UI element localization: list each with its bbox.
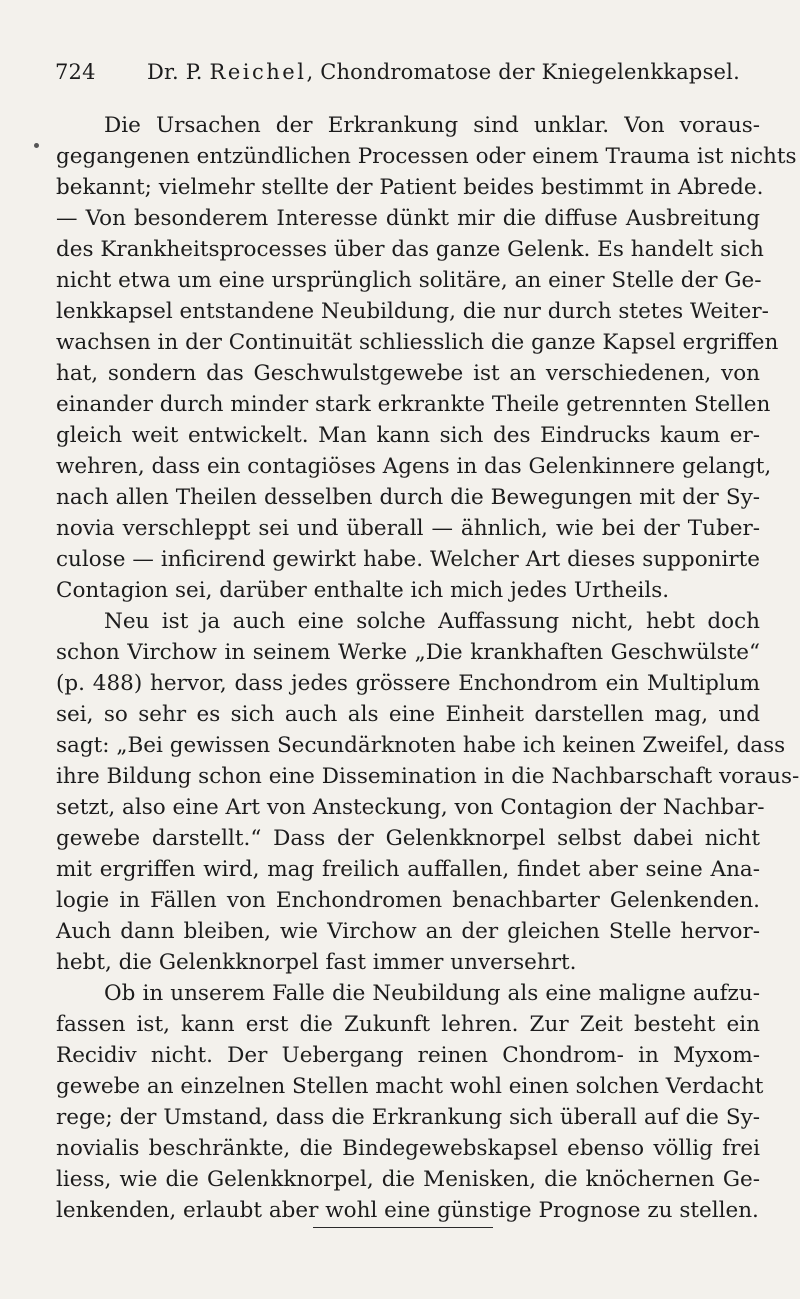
running-header: [55, 60, 760, 90]
text-line: einander durch minder stark erkrankte Theile getrennten Stellen: [56, 392, 771, 417]
text-line: gewebe darstellt.“ Dass der Gelenkknorpel selbst dabei nicht: [56, 826, 760, 851]
text-line: setzt, also eine Art von Ansteckung, von Contagion der Nachbar-: [56, 795, 765, 820]
text-line: sei, so sehr es sich auch als eine Einheit darstellen mag, und: [56, 702, 760, 727]
author-name: Reichel: [209, 60, 307, 84]
text-line: schon Virchow in seinem Werke „Die krankhaften Geschwülste“: [56, 640, 760, 665]
text-line: Neu ist ja auch eine solche Auffassung nicht, hebt doch: [104, 609, 760, 634]
text-line: lenkkapsel entstandene Neubildung, die nur durch stetes Weiter-: [56, 299, 769, 324]
text-line: mit ergriffen wird, mag freilich auffallen, findet aber seine Ana-: [56, 857, 760, 882]
text-line: lenkenden, erlaubt aber wohl eine günstige Prognose zu stellen.: [56, 1198, 759, 1223]
author-prefix: Dr. P.: [147, 60, 210, 84]
text-line: bekannt; vielmehr stellte der Patient beides bestimmt in Abrede.: [56, 175, 764, 200]
text-line: Auch dann bleiben, wie Virchow an der gleichen Stelle hervor-: [56, 919, 760, 944]
text-line: wehren, dass ein contagiöses Agens in das Gelenkinnere gelangt,: [56, 454, 772, 479]
text-line: fassen ist, kann erst die Zukunft lehren. Zur Zeit besteht ein: [56, 1012, 760, 1037]
end-rule: [313, 1227, 493, 1228]
text-line: des Krankheitsprocesses über das ganze Gelenk. Es handelt sich: [56, 237, 764, 262]
running-title: [147, 60, 740, 84]
text-line: ihre Bildung schon eine Dissemination in die Nachbarschaft voraus-: [56, 764, 800, 789]
text-line: gleich weit entwickelt. Man kann sich des Eindrucks kaum er-: [56, 423, 760, 448]
text-line: gewebe an einzelnen Stellen macht wohl einen solchen Verdacht: [56, 1074, 764, 1099]
text-line: Die Ursachen der Erkrankung sind unklar. Von voraus-: [104, 113, 760, 138]
page-number: 724: [55, 60, 96, 84]
text-line: hebt, die Gelenkknorpel fast immer unversehrt.: [56, 950, 577, 975]
text-line: sagt: „Bei gewissen Secundärknoten habe ich keinen Zweifel, dass: [56, 733, 786, 758]
text-line: nach allen Theilen desselben durch die Bewegungen mit der Sy-: [56, 485, 760, 510]
text-line: Recidiv nicht. Der Uebergang reinen Chondrom- in Myxom-: [56, 1043, 760, 1068]
text-line: (p. 488) hervor, dass jedes grössere Enchondrom ein Multiplum: [56, 671, 760, 696]
text-line: Contagion sei, darüber enthalte ich mich jedes Urtheils.: [56, 578, 670, 603]
text-line: logie in Fällen von Enchondromen benachbarter Gelenkenden.: [56, 888, 760, 913]
ink-spot: [34, 143, 39, 148]
paragraph-2: [56, 606, 800, 978]
text-line: Ob in unserem Falle die Neubildung als eine maligne aufzu-: [104, 981, 760, 1006]
text-line: novia verschleppt sei und überall — ähnlich, wie bei der Tuber-: [56, 516, 760, 541]
body-text: [56, 110, 800, 1226]
text-line: rege; der Umstand, dass die Erkrankung sich überall auf die Sy-: [56, 1105, 760, 1130]
text-line: novialis beschränkte, die Bindegewebskapsel ebenso völlig frei: [56, 1136, 760, 1161]
paragraph-3: [56, 978, 764, 1226]
title-rest: , Chondromatose der Kniegelenkkapsel.: [306, 60, 740, 84]
text-line: culose — inficirend gewirkt habe. Welcher Art dieses supponirte: [56, 547, 760, 572]
paragraph-1: [56, 110, 797, 606]
text-line: liess, wie die Gelenkknorpel, die Menisken, die knöchernen Ge-: [56, 1167, 760, 1192]
text-line: hat, sondern das Geschwulstgewebe ist an verschiedenen, von: [56, 361, 760, 386]
text-line: wachsen in der Continuität schliesslich die ganze Kapsel ergriffen: [56, 330, 779, 355]
text-line: — Von besonderem Interesse dünkt mir die diffuse Ausbreitung: [56, 206, 760, 231]
text-line: nicht etwa um eine ursprünglich solitäre, an einer Stelle der Ge-: [56, 268, 762, 293]
text-line: gegangenen entzündlichen Processen oder einem Trauma ist nichts: [56, 144, 797, 169]
